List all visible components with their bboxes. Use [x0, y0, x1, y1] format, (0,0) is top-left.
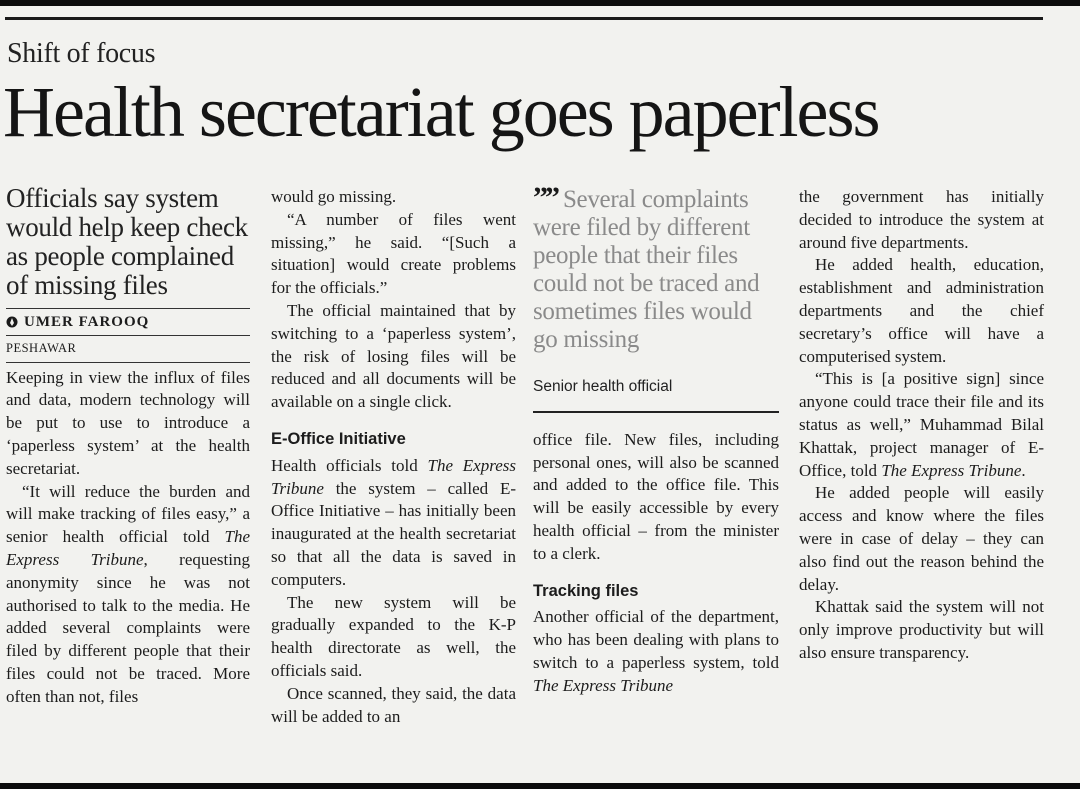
- standfirst: Officials say system would help keep check as people complained of missing files: [6, 183, 248, 300]
- paragraph: the government has initially decided to introduce the system at around five departments.: [799, 187, 1044, 252]
- paragraph: The new system will be gradually expanded to the K-P health directorate as well, the officials said.: [271, 592, 516, 680]
- paragraph: “A number of files went missing,” he said. “[Such a situation] would create problems for the officials.”: [271, 209, 516, 298]
- quote-mark-icon: ”: [533, 181, 545, 214]
- subheading: E-Office Initiative: [271, 429, 406, 448]
- author-name: UMER FAROOQ: [24, 314, 150, 330]
- headline: Health secretariat goes paperless: [3, 72, 879, 152]
- newspaper-clipping: [0, 6, 1080, 783]
- publication-name: The Express Tribune: [881, 460, 1022, 480]
- quote-mark-icon: ”: [545, 181, 557, 214]
- paragraph: The official maintained that by switching to a ‘paperless system’, the risk of losing files will be reduced and all documents will be available on a single click.: [271, 300, 516, 412]
- pull-quote-rule: [533, 411, 779, 413]
- paragraph: He added health, education, establishment and administration departments and the chief secretary’s office will have a computerised system.: [799, 255, 1044, 366]
- column-3: [533, 181, 779, 698]
- pull-quote-text: Several complaints were filed by different people that their files could not be traced and sometimes files would go missing: [533, 186, 760, 353]
- paragraph: would go missing.: [271, 187, 397, 206]
- column-2: [271, 186, 516, 728]
- publication-name: The Express Tribune: [6, 527, 250, 569]
- publication-name: The Express Tribune: [271, 455, 516, 498]
- paragraph: “This is [a positive sign] since anyone could trace their file and its status as well,” Muhammad Bilal Khattak, project manager of E-Office, told The Express Tribune.: [799, 369, 1044, 480]
- column-4: [799, 186, 1044, 665]
- dateline: PESHAWAR: [6, 340, 77, 355]
- column-1: [6, 184, 250, 709]
- subheading: Tracking files: [533, 581, 639, 600]
- byline: [6, 309, 250, 335]
- pen-icon: [6, 316, 18, 328]
- pull-quote-attribution: Senior health official: [533, 378, 673, 395]
- paragraph: Health officials told The Express Tribune the system – called E-Office Initiative – has initially been inaugurated at the health secretariat so that all the data is saved in computers.: [271, 455, 516, 589]
- kicker: Shift of focus: [7, 38, 156, 69]
- paragraph: Another official of the department, who has been dealing with plans to switch to a paperless system, told The Express Tribune: [533, 607, 779, 695]
- paragraph: office file. New files, including personal ones, will also be scanned and added to the office file. This will be easily accessible by every health official – from the minister to a clerk.: [533, 429, 779, 563]
- paragraph: Keeping in view the influx of files and data, modern technology will be put to use to introduce a ‘paperless system’ at the health secretariat.: [6, 367, 250, 478]
- byline-rule-bottom: [6, 362, 250, 363]
- paragraph: Once scanned, they said, the data will be added to an: [271, 683, 516, 726]
- publication-name: The Express Tribune: [533, 675, 674, 695]
- paragraph: Khattak said the system will not only improve productivity but will also ensure transparency.: [799, 597, 1044, 662]
- pull-quote: [533, 181, 779, 354]
- paragraph: “It will reduce the burden and will make tracking of files easy,” a senior health official told The Express Tribune, requesting anonymity since he was not authorised to talk to the media. He added several complaints were filed by different people that their files could not be traced. More often than not, files: [6, 481, 250, 706]
- paragraph: He added people will easily access and know where the files were in case of delay – they can also find out the reason behind the delay.: [799, 483, 1044, 594]
- top-rule: [5, 17, 1043, 20]
